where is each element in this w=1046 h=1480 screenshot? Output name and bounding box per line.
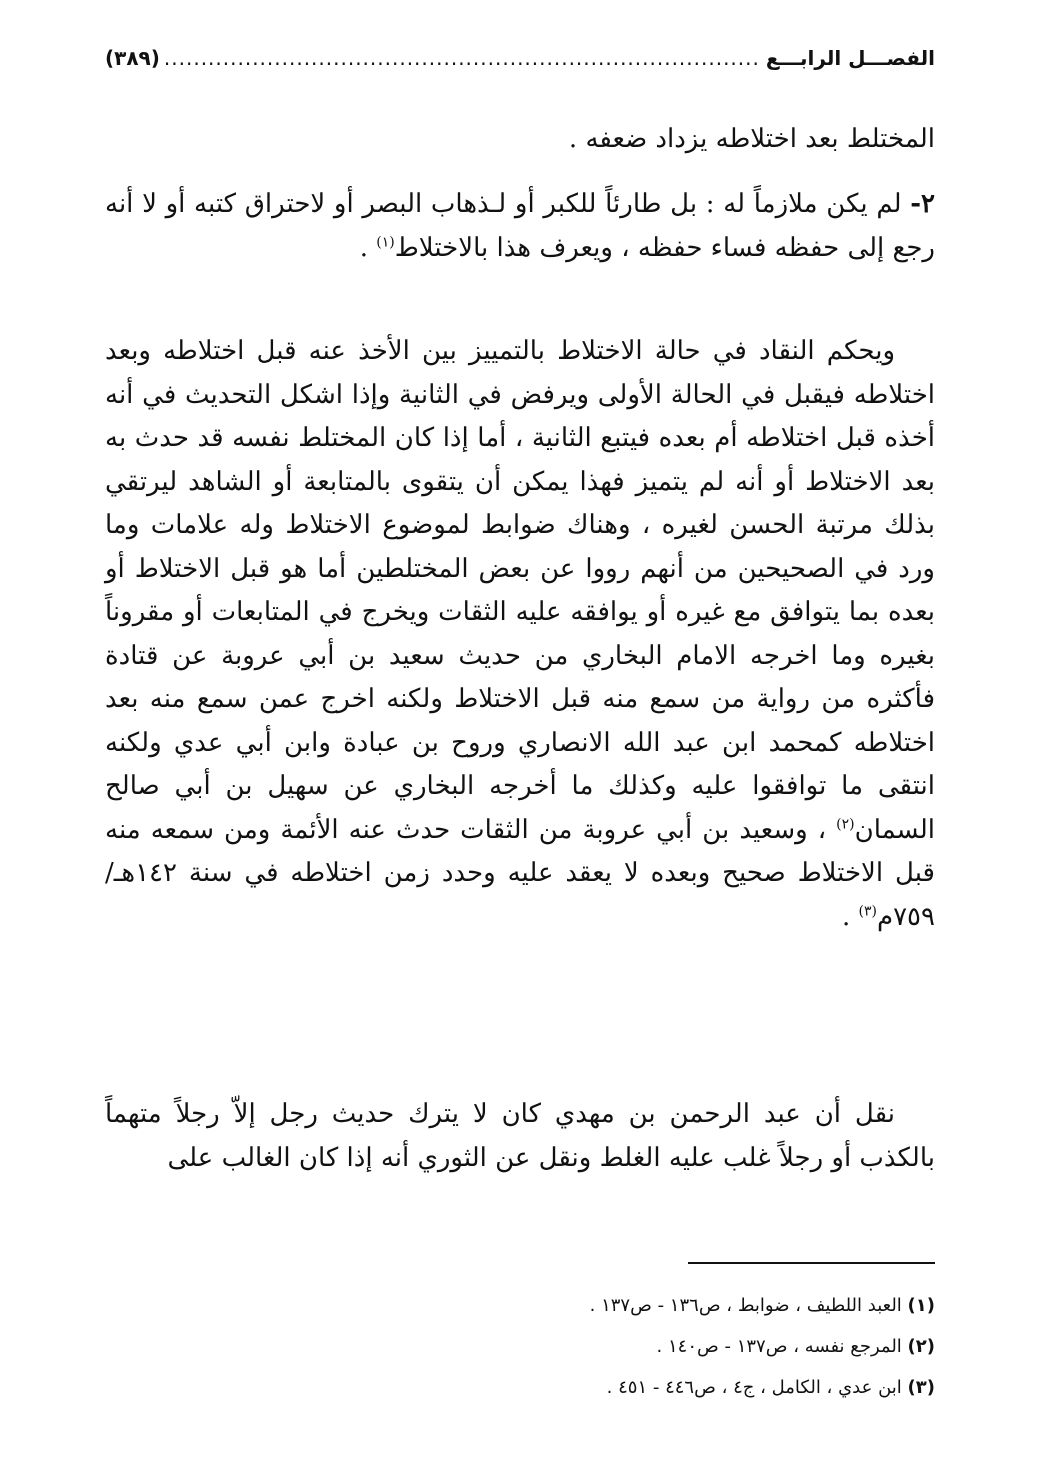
footnote-3 bbox=[105, 1367, 935, 1408]
paragraph-3-text-a: ويحكم النقاد في حالة الاختلاط بالتمييز بين الأخذ عنه قبل اختلاطه وبعد اختلاطه فيقبل في الحالة الأولى ويرفض في الثانية وإذا اشكل التحديث في أنه أخذه قبل اختلاطه أم بعده فيتبع الثانية ، أما إذا كان المختلط نفسه قد حدث به بعد الاختلاط أو أنه لم يتميز فهذا يمكن أن يتقوى بالمتابعة أو الشاهد ليرتقي بذلك مرتبة الحسن لغيره ، وهناك ضوابط لموضوع الاختلاط وله علامات وما ورد في الصحيحين من أنهم رووا عن بعض المختلطين أما هو قبل الاختلاط أو بعده بما يتوافق مع غيره أو يوافقه عليه الثقات ويخرج في المتابعات أو مقروناً بغيره وما اخرجه الامام البخاري من حديث سعيد بن أبي عروبة عن قتادة فأكثره من رواية من سمع منه قبل الاختلاط ولكنه اخرج عمن سمع منه بعد اختلاطه كمحمد ابن عبد الله الانصاري وروح بن عبادة وابن أبي عدي ولكنه انتقى ما توافقوا عليه وكذلك ما أخرجه البخاري عن سهيل بن أبي صالح السمان bbox=[105, 336, 935, 845]
paragraph-3-end: . bbox=[841, 901, 859, 932]
footnote-text: ابن عدي ، الكامل ، ج٤ ، ص٤٤٦ - ٤٥١ . bbox=[606, 1377, 908, 1398]
footnote-number: (٣) bbox=[907, 1377, 935, 1398]
paragraph-3-text-b: ، وسعيد بن أبي عروبة من الثقات حدث عنه الأئمة ومن سمعه منه قبل الاختلاط صحيح وبعده لا يعقد عليه وحدد زمن اختلاطه في سنة ١٤٢هـ/٧٥٩م bbox=[105, 814, 935, 932]
paragraph-3 bbox=[105, 330, 935, 939]
footnote-text: العبد اللطيف ، ضوابط ، ص١٣٦ - ص١٣٧ . bbox=[589, 1295, 908, 1316]
footnote-ref-3: (٣) bbox=[858, 902, 877, 919]
footnote-number: (٢) bbox=[907, 1336, 935, 1357]
paragraph-2-end: . bbox=[359, 232, 377, 263]
paragraph-2 bbox=[105, 183, 935, 270]
footnote-number: (١) bbox=[907, 1295, 935, 1316]
paragraph-1: المختلط بعد اختلاطه يزداد ضعفه . bbox=[568, 124, 935, 154]
footnote-text: المرجع نفسه ، ص١٣٧ - ص١٤٠ . bbox=[656, 1336, 908, 1357]
footnote-divider bbox=[688, 1262, 935, 1264]
running-header bbox=[105, 38, 935, 78]
header-leader-dots bbox=[164, 46, 762, 70]
footnote-ref-1: (١) bbox=[376, 233, 395, 250]
footnote-2 bbox=[105, 1326, 935, 1367]
footnotes bbox=[105, 1285, 935, 1408]
paragraph-2-text: لم يكن ملازماً له : بل طارئاً للكبر أو لـذهاب البصر أو لاحتراق كتبه أو لا أنه رجع إلى حفظه فساء حفظه ، ويعرف هذا بالاختلاط bbox=[105, 189, 935, 263]
chapter-title: الفصـــل الرابـــع bbox=[765, 46, 935, 70]
footnote-ref-2: (٢) bbox=[836, 815, 855, 832]
page-number: (٣٨٩) bbox=[105, 46, 160, 70]
footnote-1 bbox=[105, 1285, 935, 1326]
paragraph-4: نقل أن عبد الرحمن بن مهدي كان لا يترك حديث رجل إلاّ رجلاً متهماً بالكذب أو رجلاً غلب عليه الغلط ونقل عن الثوري أنه إذا كان الغالب على bbox=[105, 1099, 935, 1173]
list-number: ٢- bbox=[910, 189, 935, 219]
